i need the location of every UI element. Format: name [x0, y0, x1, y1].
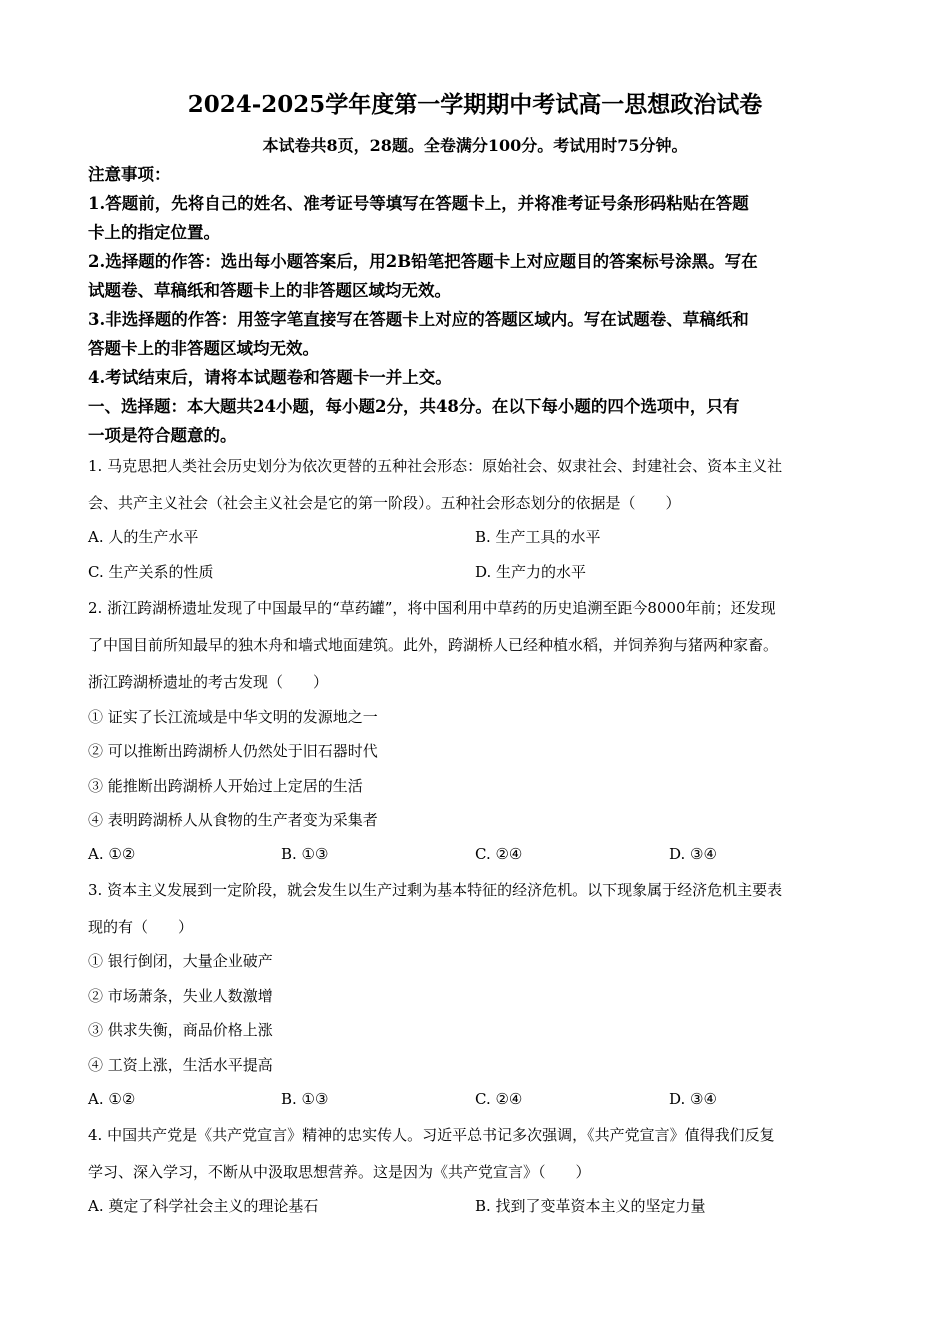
question-4-text: 学习、深入学习，不断从中汲取思想营养。这是因为《共产党宣言》（ ） — [88, 1163, 591, 1181]
notice-line: 3.非选择题的作答：用签字笔直接写在答题卡上对应的答题区域内。写在试题卷、草稿纸和 — [88, 310, 749, 329]
notice-line: 试题卷、草稿纸和答题卡上的非答题区域均无效。 — [88, 281, 451, 300]
section-heading: 一、选择题：本大题共24小题，每小题2分，共48分。在以下每小题的四个选项中，只有 — [88, 397, 740, 416]
q4-option-a: A. 奠定了科学社会主义的理论基石 — [88, 1197, 319, 1215]
q2-option-d: D. ③④ — [669, 845, 717, 863]
q3-option-c: C. ②④ — [475, 1090, 523, 1108]
q4-option-b: B. 找到了变革资本主义的坚定力量 — [475, 1197, 706, 1215]
exam-title: 2024-2025学年度第一学期期中考试高一思想政治试卷 — [187, 91, 763, 118]
question-2-text: 2. 浙江跨湖桥遗址发现了中国最早的“草药罐”，将中国利用中草药的历史追溯至距今8000年前；还发现 — [88, 599, 776, 617]
question-1-text: 会、共产主义社会（社会主义社会是它的第一阶段）。五种社会形态划分的依据是（ ） — [88, 494, 681, 512]
q3-statement: ③ 供求失衡，商品价格上涨 — [88, 1021, 273, 1039]
q2-statement: ① 证实了长江流域是中华文明的发源地之一 — [88, 708, 378, 726]
q2-statement: ④ 表明跨湖桥人从食物的生产者变为采集者 — [88, 811, 378, 829]
q2-option-b: B. ①③ — [281, 845, 329, 863]
q1-option-a: A. 人的生产水平 — [88, 528, 199, 546]
q2-option-a: A. ①② — [88, 845, 136, 863]
question-3-text: 现的有（ ） — [88, 918, 194, 936]
q3-option-a: A. ①② — [88, 1090, 136, 1108]
q2-statement: ② 可以推断出跨湖桥人仍然处于旧石器时代 — [88, 742, 378, 760]
q2-statement: ③ 能推断出跨湖桥人开始过上定居的生活 — [88, 777, 363, 795]
q1-option-b: B. 生产工具的水平 — [475, 528, 601, 546]
q1-option-d: D. 生产力的水平 — [475, 563, 587, 581]
question-2-text: 了中国目前所知最早的独木舟和墙式地面建筑。此外，跨湖桥人已经种植水稻，并饲养狗与猪两种家畜。 — [88, 636, 779, 654]
question-1-text: 1. 马克思把人类社会历史划分为依次更替的五种社会形态：原始社会、奴隶社会、封建社会、资本主义社 — [88, 457, 783, 475]
q3-statement: ② 市场萧条，失业人数激增 — [88, 987, 273, 1005]
q3-statement: ④ 工资上涨，生活水平提高 — [88, 1056, 273, 1074]
notice-line: 4.考试结束后，请将本试题卷和答题卡一并上交。 — [88, 368, 452, 387]
notice-line: 1.答题前，先将自己的姓名、准考证号等填写在答题卡上，并将准考证号条形码粘贴在答题 — [88, 194, 749, 213]
question-2-text: 浙江跨湖桥遗址的考古发现（ ） — [88, 673, 329, 691]
notice-line: 卡上的指定位置。 — [88, 223, 220, 242]
question-3-text: 3. 资本主义发展到一定阶段，就会发生以生产过剩为基本特征的经济危机。以下现象属于经济危机主要表 — [88, 881, 783, 899]
q3-statement: ① 银行倒闭，大量企业破产 — [88, 952, 273, 970]
q3-option-d: D. ③④ — [669, 1090, 717, 1108]
question-4-text: 4. 中国共产党是《共产党宣言》精神的忠实传人。习近平总书记多次强调，《共产党宣言》值得我们反复 — [88, 1126, 775, 1144]
q3-option-b: B. ①③ — [281, 1090, 329, 1108]
notice-heading: 注意事项： — [88, 165, 171, 184]
exam-subtitle: 本试卷共8页，28题。全卷满分100分。考试用时75分钟。 — [262, 136, 688, 155]
q1-option-c: C. 生产关系的性质 — [88, 563, 214, 581]
notice-line: 2.选择题的作答：选出每小题答案后，用2B铅笔把答题卡上对应题目的答案标号涂黑。写在 — [88, 252, 758, 271]
notice-line: 答题卡上的非答题区域均无效。 — [88, 339, 319, 358]
q2-option-c: C. ②④ — [475, 845, 523, 863]
section-heading: 一项是符合题意的。 — [88, 426, 237, 445]
